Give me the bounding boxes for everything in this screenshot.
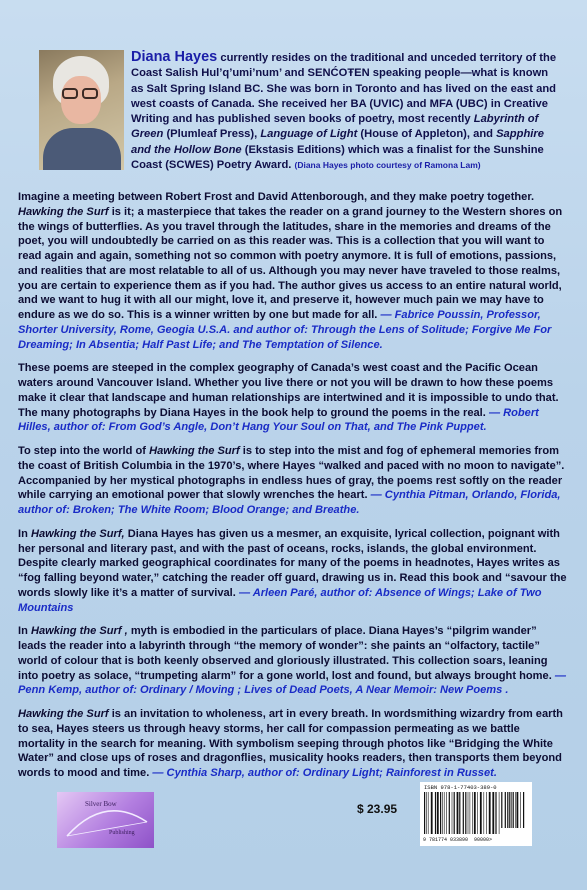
barcode-bar bbox=[431, 792, 433, 834]
author-photo bbox=[39, 50, 124, 170]
barcode-bar bbox=[470, 792, 471, 834]
review-text: Imagine a meeting between Robert Frost and David Attenborough, and they make poetry together. bbox=[18, 191, 535, 203]
bio-text: (Plumleaf Press), bbox=[163, 128, 261, 141]
review-text: Diana Hayes has given us a mesmer, an exquisite, lyrical collection, poignant with her personal and literary past, and with the past of oceans, rocks, islands, the global environment. Despite clearly marked geographical coordinates for many of the poems in headnotes, Hayes writes as “fog falling beyond water,” catching the reader off guard, drawing us in. Read this book and “savour the words slowly like it’s a matter of survival. bbox=[18, 527, 567, 599]
review-attribution: — Cynthia Pitman, Orlando, Florida, author of: Broken; The White Room; Blood Orange; and Breathe. bbox=[18, 489, 561, 516]
barcode-bar bbox=[426, 792, 427, 834]
review-text: is to step into the mist and fog of ephemeral memories from the coast of British Columbia in the 1970’s, where Hayes “walked and paced with no moon to navigate”. Accompanied by her mystical photographs in endless hues of gray, the poems rest softly on the reader while carrying an emotional power that slowly wrenches the heart. bbox=[18, 445, 565, 502]
barcode-bar bbox=[474, 792, 476, 834]
review-attribution: — Cynthia Sharp, author of: Ordinary Light; Rainforest in Russet. bbox=[152, 767, 497, 779]
review-book-title: Hawking the Surf, bbox=[30, 527, 125, 540]
publisher-name: Silver Bow bbox=[85, 800, 117, 808]
barcode-bar bbox=[484, 792, 485, 834]
barcode-bar bbox=[507, 792, 508, 828]
barcode bbox=[420, 782, 532, 846]
barcode-bar bbox=[463, 792, 464, 834]
barcode-bar bbox=[459, 792, 460, 834]
review-attribution: — Robert Hilles, author of: From God’s Angle, Don’t Hang Your Soul on That, and The Pink Puppet. bbox=[18, 406, 539, 434]
barcode-bar bbox=[428, 792, 429, 834]
barcode-bar bbox=[437, 792, 439, 834]
barcode-bar bbox=[449, 792, 450, 834]
barcode-bar bbox=[489, 792, 491, 834]
publisher-logo bbox=[57, 792, 154, 848]
barcode-bar bbox=[468, 792, 469, 834]
barcode-bar bbox=[513, 792, 514, 828]
review bbox=[18, 361, 568, 435]
barcode-bar bbox=[496, 792, 497, 834]
barcode-bar bbox=[486, 792, 487, 834]
reviews bbox=[18, 190, 568, 790]
publisher-subtitle: Publishing bbox=[109, 830, 135, 836]
barcode-bar bbox=[440, 792, 441, 834]
barcode-bar bbox=[452, 792, 453, 834]
barcode-bar bbox=[444, 792, 445, 834]
barcode-bar bbox=[501, 792, 502, 828]
barcode-bar bbox=[446, 792, 447, 834]
author-bio bbox=[131, 50, 561, 173]
barcode-bar bbox=[511, 792, 512, 828]
barcode-bar bbox=[424, 792, 425, 834]
barcode-bar bbox=[515, 792, 516, 828]
review-book-title: Hawking the Surf bbox=[149, 445, 240, 457]
review-text: myth is embodied in the particulars of place. Diana Hayes’s “pilgrim wander” leads the reader into a labyrinth through “the memory of wonder”: she paints an “olfactory, tactile” world of colour that is both keenly observed and gloriously illustrated. This collection soars, leaning into poetry as solace, “trumpeting alarm” for a gone world, lost and found, but always brought home. bbox=[18, 625, 555, 682]
barcode-bar bbox=[520, 792, 521, 828]
barcode-bar bbox=[454, 792, 455, 834]
photo-credit: (Diana Hayes photo courtesy of Ramona Lam) bbox=[294, 160, 481, 171]
bio-book-title: Sapphire and the Hollow Bone bbox=[131, 128, 544, 156]
barcode-bar bbox=[499, 792, 500, 834]
barcode-bar bbox=[457, 792, 459, 834]
barcode-bar bbox=[435, 792, 436, 834]
bio-text: (House of Appleton), and bbox=[357, 128, 497, 141]
review-text: In bbox=[18, 527, 31, 540]
bio-book-title: Labyrinth of Green bbox=[131, 113, 539, 141]
barcode-bar bbox=[505, 792, 506, 828]
review-book-title: Hawking the Surf , bbox=[30, 625, 128, 638]
author-name: Diana Hayes bbox=[131, 49, 218, 65]
barcode-bar bbox=[480, 792, 482, 834]
review bbox=[18, 527, 568, 616]
review-text: is it; a masterpiece that takes the reader on a grand journey to the Western shores on the wings of butterflies. As you travel through the latitudes, share in the memories and dreams of the poet, you will undoubtedly be carried on as this reader was. This is a collection that you will want to read again and again, something not so common with poetry anymore. It is full of emotions, passions, and realities that are most relatable to all of us. Although you may never have traveled to those realms, you are certain to experience them as if you had. The author gives us access to an entire natural world, and we want to hug it with all our might, love it, and preserve it, however much pain we may have to endure as we do so. This is a winner written by one but made for all. bbox=[18, 205, 563, 321]
barcode-bar bbox=[472, 792, 473, 834]
barcode-bar bbox=[523, 792, 524, 828]
barcode-digits: 9 781774 033890 90000> bbox=[423, 837, 493, 843]
barcode-bar bbox=[492, 792, 494, 834]
review bbox=[18, 444, 568, 518]
review-attribution: — Fabrice Poussin, Professor, Shorter University, Rome, Geogia U.S.A. and author of: Through the Lens of Solitude; Forgive Me For Dreaming; In Absentia; Half Past Life; and The Temptation of Silence. bbox=[18, 309, 552, 351]
review-text: These poems are steeped in the complex geography of Canada’s west coast and the Pacific Ocean waters around Vancouver Island. Whether you live there or not you will be drawn to how these poems make it clear that landscape and human relationships are intertwined and it is impossible to undo that. The many photographs by Diana Hayes in the book help to ground the poems in the real. bbox=[18, 362, 559, 419]
barcode-bar bbox=[442, 792, 443, 834]
review-attribution: — Arleen Paré, author of: Absence of Wings; Lake of Two Mountains bbox=[18, 586, 542, 614]
barcode-bar bbox=[517, 792, 519, 828]
barcode-bar bbox=[477, 792, 478, 834]
review-book-title: Hawking the Surf bbox=[18, 708, 109, 720]
barcode-bars bbox=[424, 792, 528, 836]
review-text: To step into the world of bbox=[18, 445, 150, 457]
bio-book-title: Language of Light bbox=[260, 128, 358, 141]
review bbox=[18, 624, 568, 698]
review-text: In bbox=[18, 625, 31, 638]
review-book-title: Hawking the Surf bbox=[18, 205, 109, 218]
barcode-bar bbox=[509, 792, 510, 828]
review bbox=[18, 190, 568, 352]
bio-text: (Ekstasis Editions) which was a finalist for the Sunshine Coast (SCWES) Poetry Award. bbox=[131, 143, 544, 172]
isbn-label: ISBN 978-1-77403-389-0 bbox=[424, 784, 497, 791]
review bbox=[18, 707, 568, 781]
barcode-bar bbox=[495, 792, 496, 834]
review-text: is an invitation to wholeness, art in every breath. In wordsmithing wizardry from earth to sea, Hayes steers us through heavy storms, her call for compassion permeating as we battle mortality in the search for meaning. With symbolism seeping through photos like “Bridging the White Water” and close ups of roses and dragonflies, musicality hooks readers, then transports them beyond words to mood and time. bbox=[18, 708, 563, 779]
bio-text: currently resides on the traditional and unceded territory of the Coast Salish Hul’q’umi’num’ and SENĆOŦEN speaking people—what is known as Salt Spring Island BC. She was born in Toronto and has lived on the east and west coasts of Canada. She received her BA (UVIC) and MFA (UBC) in Creative Writing and has published seven books of poetry, most recently bbox=[131, 52, 557, 126]
review-attribution: — Penn Kemp, author of: Ordinary / Moving ; Lives of Dead Poets, A Near Memoir: New Poems . bbox=[18, 669, 566, 697]
barcode-bar bbox=[465, 792, 466, 834]
price: $ 23.95 bbox=[357, 802, 398, 816]
